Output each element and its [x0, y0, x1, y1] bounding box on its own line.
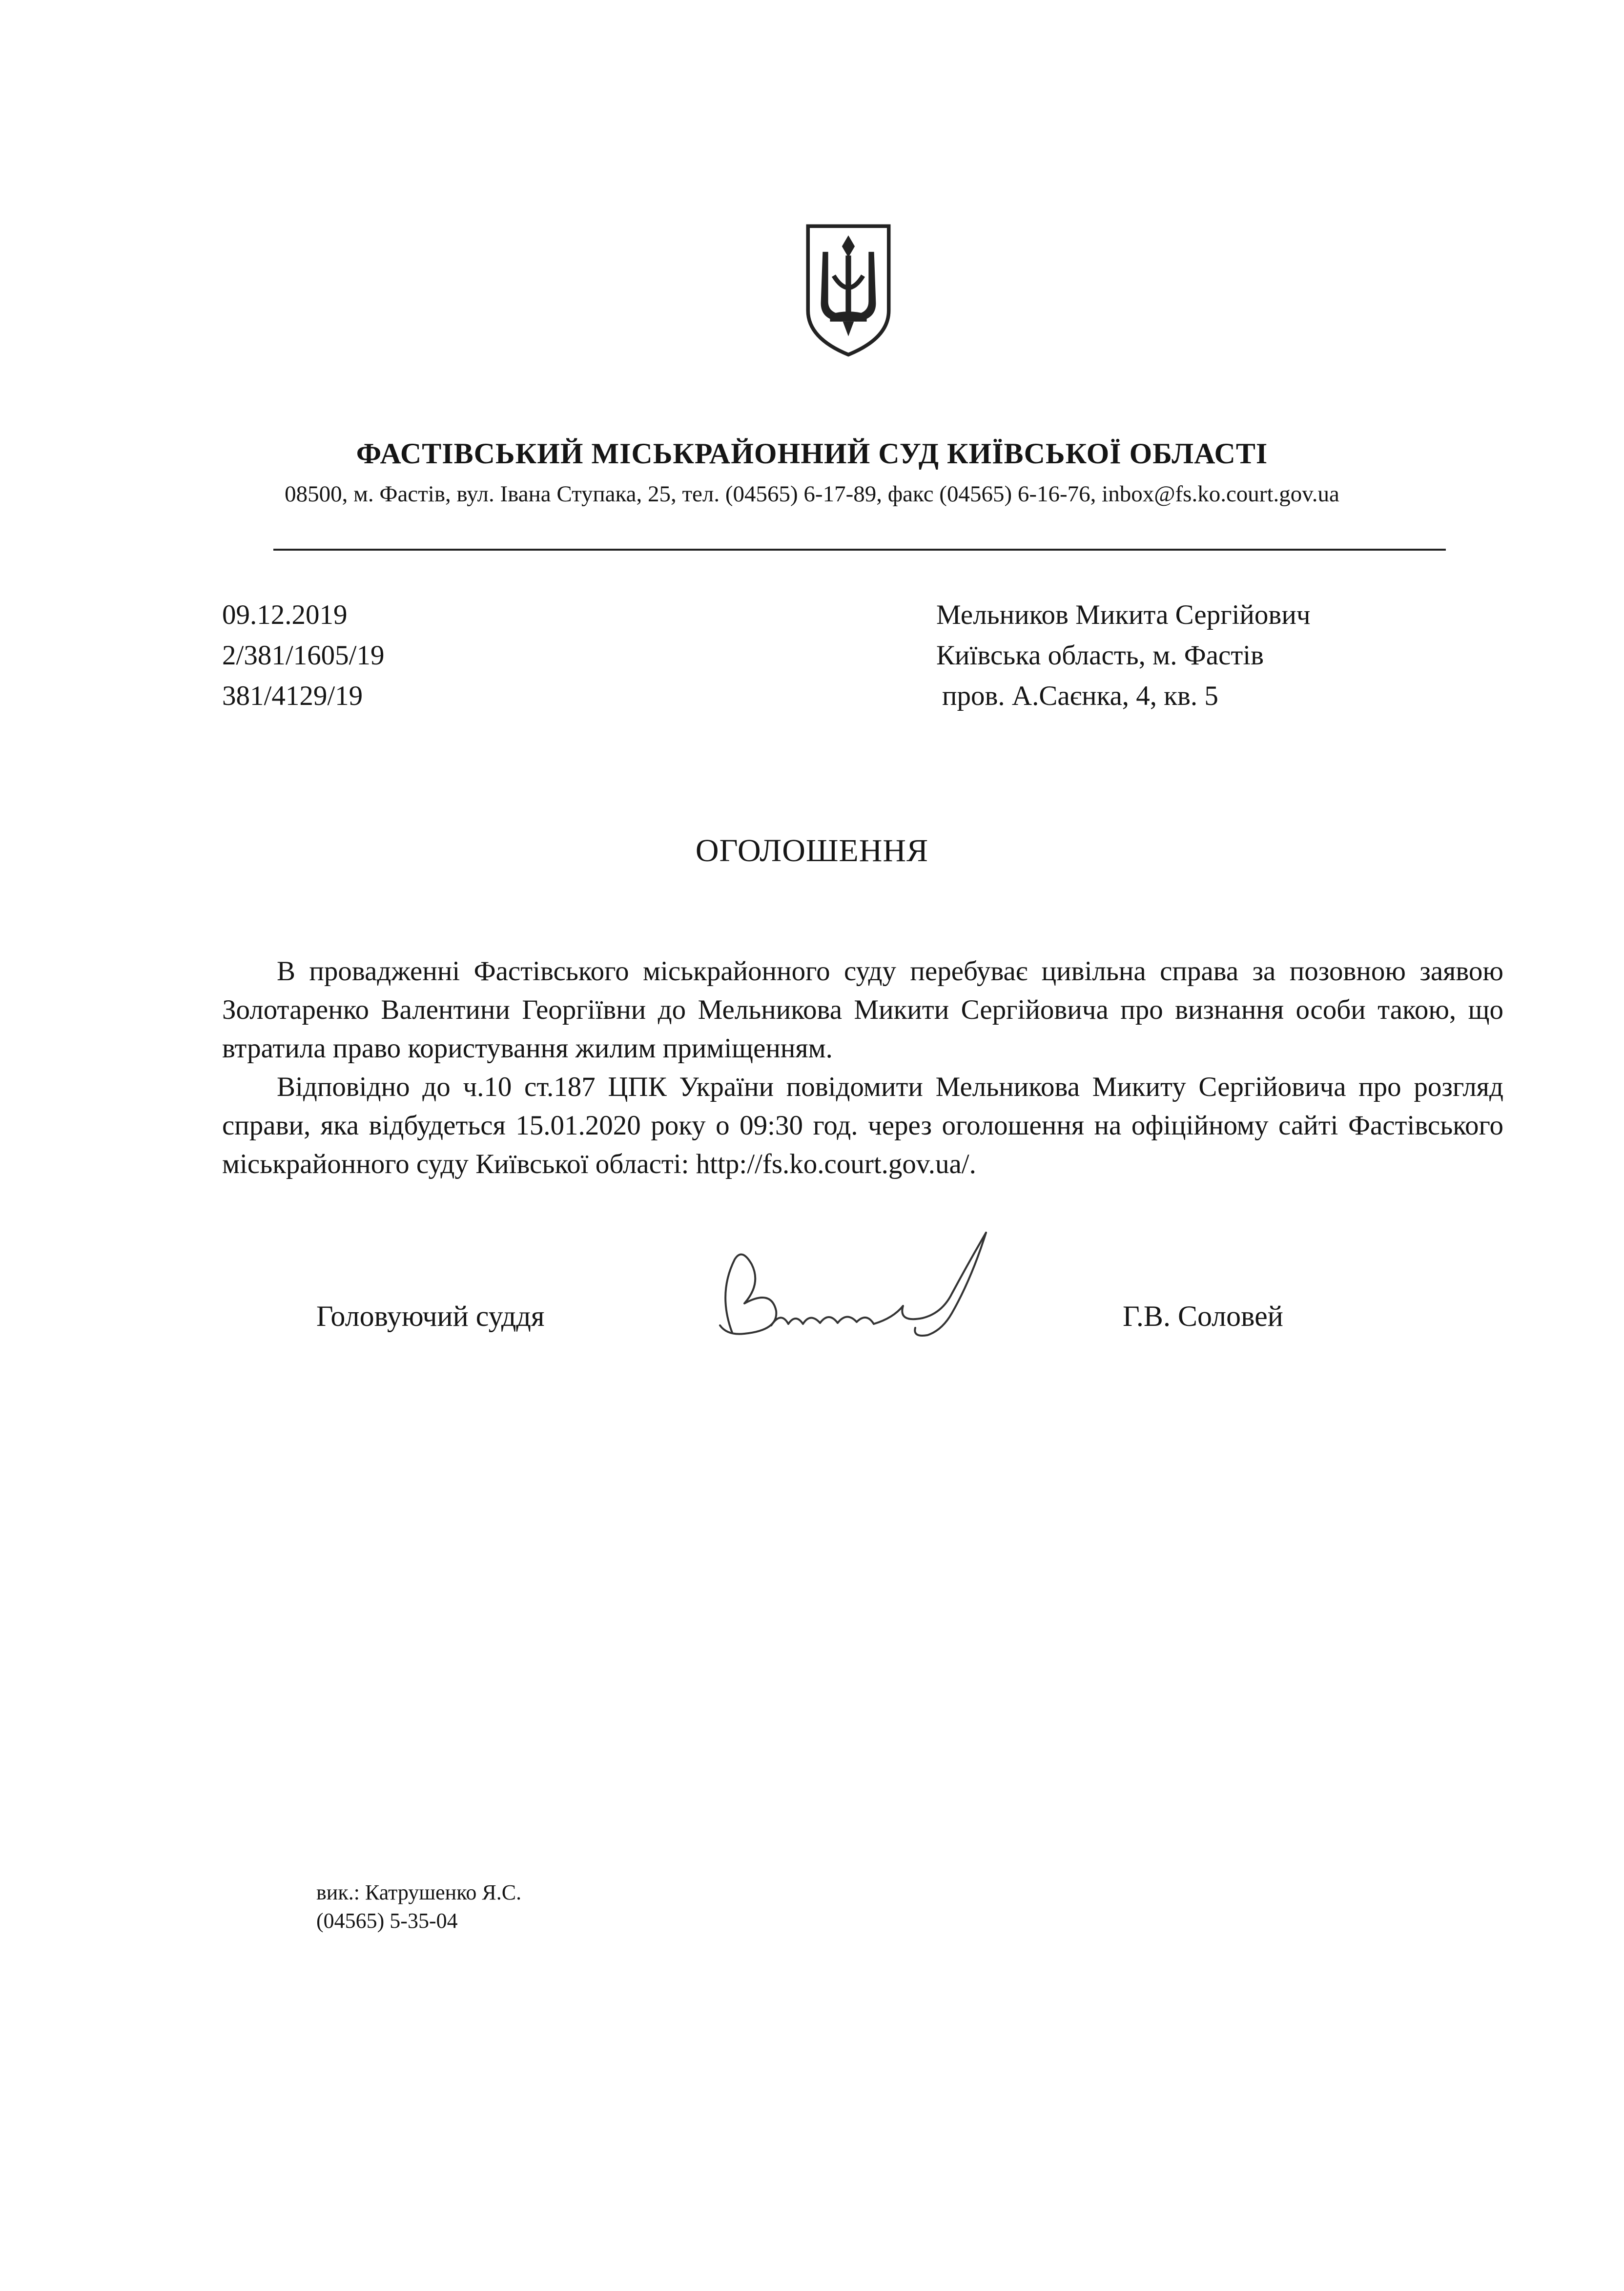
- case-number: 381/4129/19: [222, 681, 363, 711]
- court-name: ФАСТІВСЬКИЙ МІСЬКРАЙОННИЙ СУД КИЇВСЬКОЇ ОБЛАСТІ: [356, 437, 1268, 470]
- executor-name: вик.: Катрушенко Я.С.: [316, 1880, 522, 1904]
- recipient-region: Київська область, м. Фастів: [936, 640, 1264, 671]
- header-divider: [273, 549, 1446, 551]
- executor-block: [316, 1878, 521, 1935]
- outgoing-number: 2/381/1605/19: [222, 640, 385, 671]
- recipient-street: пров. А.Саєнка, 4, кв. 5: [942, 681, 1218, 711]
- ukraine-trident-emblem-icon: [802, 221, 894, 358]
- document-date: 09.12.2019: [222, 599, 348, 630]
- document-title: ОГОЛОШЕННЯ: [695, 833, 929, 868]
- reference-block: [222, 595, 385, 716]
- document-body: [222, 952, 1503, 1183]
- body-paragraph-1: В провадженні Фастівського міськрайонного суду перебуває цивільна справа за позовною заявою Золотаренко Валентини Георгіївни до Мельникова Микити Сергійовича про визнання особи такою, що втратила право користування жилим приміщенням.: [222, 956, 1503, 1064]
- court-address: 08500, м. Фастів, вул. Івана Ступака, 25, тел. (04565) 6-17-89, факс (04565) 6-16-76, inbox@fs.ko.court.gov.ua: [285, 481, 1339, 507]
- handwritten-signature: [698, 1220, 1001, 1347]
- signer-name: Г.В. Соловей: [1123, 1300, 1283, 1332]
- body-paragraph-2: Відповідно до ч.10 ст.187 ЦПК України повідомити Мельникова Микиту Сергійовича про розгляд справи, яка відбудеться 15.01.2020 року о 09:30 год. через оголошення на офіційному сайті Фастівського міськрайонного суду Київської області: http://fs.ko.court.gov.ua/.: [222, 1072, 1503, 1179]
- recipient-block: [936, 595, 1311, 716]
- recipient-name: Мельников Микита Сергійович: [936, 599, 1311, 630]
- executor-phone: (04565) 5-35-04: [316, 1909, 458, 1933]
- signer-role: Головуючий суддя: [316, 1300, 545, 1332]
